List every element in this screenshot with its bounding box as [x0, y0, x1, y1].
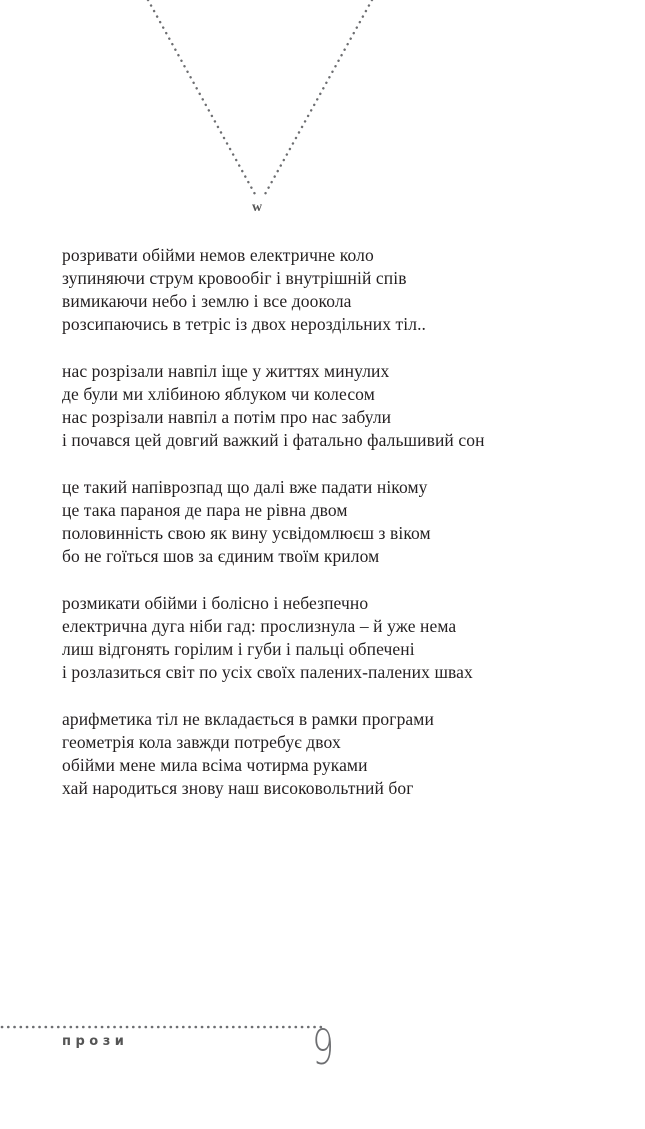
poem-line: нас розрізали навпіл а потім про нас забули [62, 407, 392, 427]
poem-line: вимикаючи небо і землю і все доокола [62, 291, 352, 311]
poem-line: бо не гоїться шов за єдиним твоїм крилом [62, 546, 380, 566]
stanza [62, 244, 622, 336]
poem-line: і розлазиться світ по усіх своїх палених-палених швах [62, 662, 473, 682]
poem-line: половинність свою як вину усвідомлюєш з віком [62, 523, 431, 543]
poem-line: розмикати обійми і болісно і небезпечно [62, 593, 369, 613]
poem-line: це така параноя де пара не рівна двом [62, 500, 348, 520]
poem-line: це такий напіврозпад що далі вже падати нікому [62, 477, 428, 497]
ornament-letter: w [252, 200, 263, 215]
poem-line: хай народиться знову наш високовольтний бог [62, 778, 414, 798]
footer-dotted-rule [0, 1023, 330, 1031]
stanza [62, 360, 622, 452]
poem-line: геометрія кола завжди потребує двох [62, 732, 341, 752]
poem-line: розривати обійми немов електричне коло [62, 245, 374, 265]
poem-line: зупиняючи струм кровообіг і внутрішній спів [62, 268, 407, 288]
poem-line: електрична дуга ніби гад: прослизнула – й уже нема [62, 616, 457, 636]
section-label: прози [62, 1034, 129, 1049]
stanza [62, 592, 622, 684]
poem-line: і почався цей довгий важкий і фатально фальшивий сон [62, 430, 485, 450]
poem-line: лиш відгонять горілим і губи і пальці обпечені [62, 639, 415, 659]
poem-line: нас розрізали навпіл іще у життях минулих [62, 361, 390, 381]
stanza [62, 476, 622, 568]
poem-line: де були ми хлібиною яблуком чи колесом [62, 384, 375, 404]
poem-line: розсипаючись в тетріс із двох нероздільних тіл.. [62, 314, 427, 334]
v-dotted-ornament [140, 0, 380, 212]
poem [62, 244, 622, 824]
page-number: 9 [312, 1020, 334, 1076]
stanza [62, 708, 622, 800]
poem-line: арифметика тіл не вкладається в рамки програми [62, 709, 434, 729]
poem-line: обійми мене мила всіма чотирма руками [62, 755, 368, 775]
